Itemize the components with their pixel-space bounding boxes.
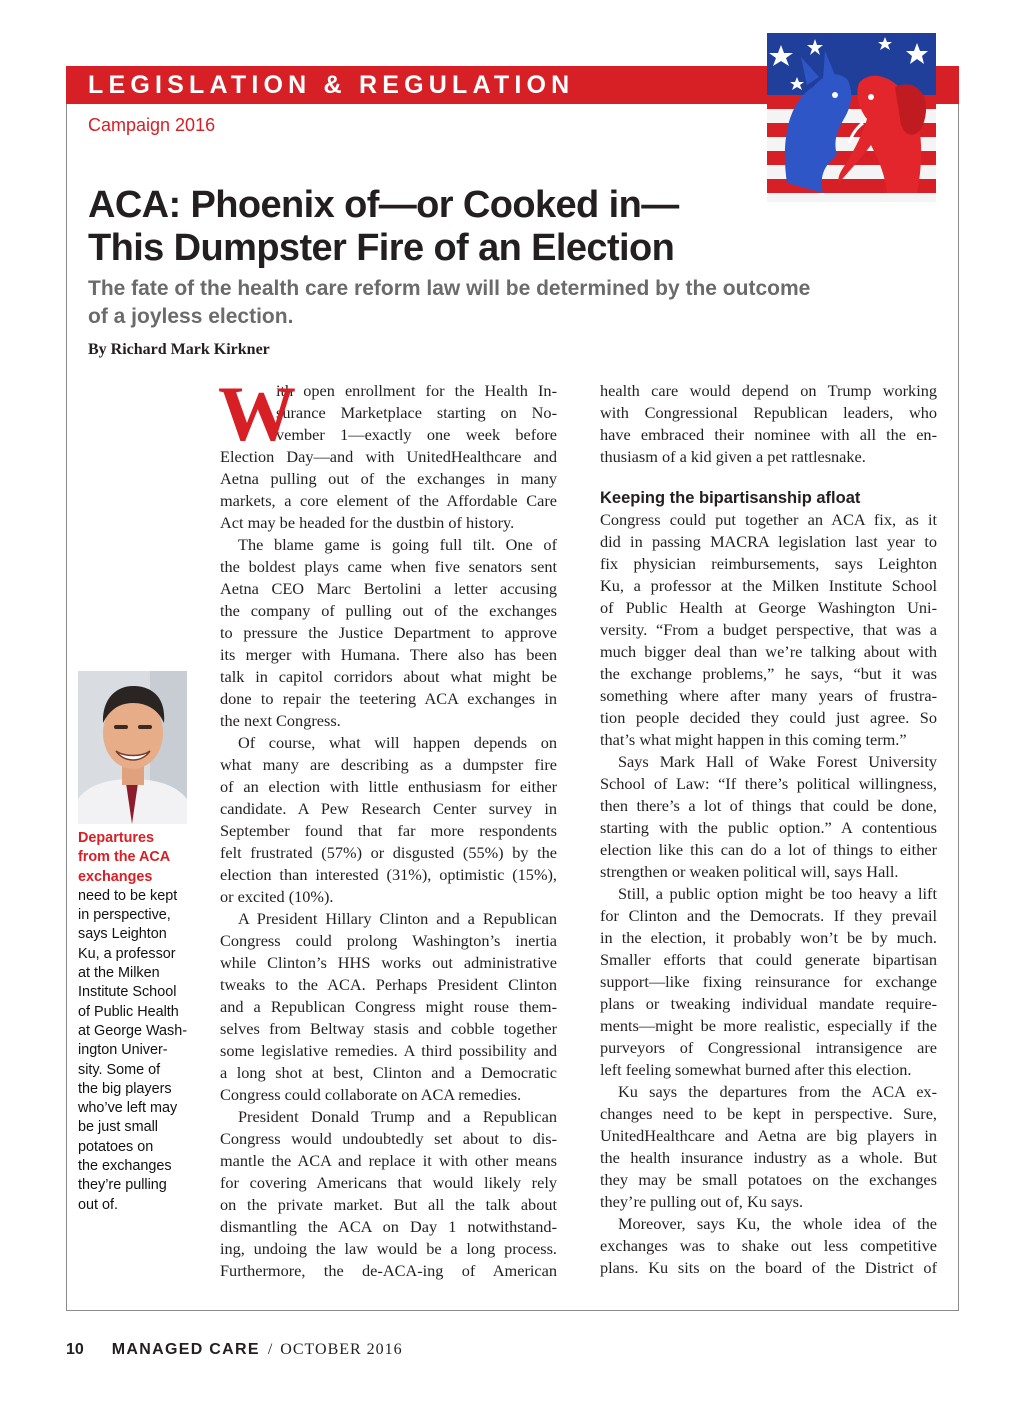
text-line: dismantling the ACA on Day 1 notwithstand-: [220, 1217, 557, 1236]
magazine-name: MANAGED CARE: [111, 1341, 260, 1358]
column-right: [600, 380, 937, 1279]
caption-rest: [78, 887, 190, 1215]
issue-date: OCTOBER 2016: [280, 1341, 403, 1358]
text-line: the boldest plays came when five senators sent: [220, 557, 557, 576]
text-line: some legislative remedies. A third possibility and: [220, 1041, 557, 1060]
text-line: done to repair the teetering ACA exchanges in: [220, 689, 557, 708]
text-line: ing, undoing the law would be a long process.: [220, 1239, 557, 1258]
caption-line: potatoes on: [78, 1138, 154, 1155]
text-line: Says Mark Hall of Wake Forest University: [618, 752, 937, 771]
text-line: Ku says the departures from the ACA ex-: [618, 1082, 937, 1101]
text-line: Still, a public option might be too heavy a lift: [618, 884, 937, 903]
paragraph: [220, 446, 557, 534]
text-line: election than interested (31%), optimistic (15%),: [220, 865, 557, 884]
page-number: 10: [66, 1341, 84, 1358]
text-line: they’re pulling out of, Ku says.: [600, 1192, 804, 1211]
text-line: health care would depend on Trump working: [600, 381, 937, 400]
caption-line: at George Wash-: [78, 1022, 188, 1039]
text-line: then there’s a lot of things that could be done,: [600, 796, 937, 815]
paragraph: [220, 1106, 557, 1282]
art-svg: [767, 33, 936, 202]
caption-lead-2: from the ACA: [78, 849, 171, 866]
headline: [88, 184, 768, 270]
paragraph: [220, 732, 557, 908]
caption-line: the exchanges: [78, 1158, 172, 1175]
paragraph: [600, 380, 937, 468]
text-line: surance Marketplace starting on No-: [276, 403, 557, 422]
text-line: A President Hillary Clinton and a Republican: [238, 909, 557, 928]
text-line: talk in capitol corridors about what might be: [220, 667, 557, 686]
text-line: Smaller efforts that could generate bipartisan: [600, 950, 937, 969]
subhead: Keeping the bipartisanship afloat: [600, 489, 861, 507]
text-line: much bigger deal than we’re talking about with: [600, 642, 937, 661]
caption-line: be just small: [78, 1119, 158, 1136]
text-line: plans or tweaking individual mandate require-: [600, 994, 937, 1013]
caption-line: at the Milken: [78, 965, 160, 982]
caption-line: of Public Health: [78, 1003, 179, 1020]
text-line: something where after many years of frustra-: [600, 686, 937, 705]
text-line: thusiasm of a kid given a pet rattlesnake.: [600, 447, 866, 466]
text-line: Ku, a professor at the Milken Institute School: [600, 576, 937, 595]
text-line: starting with the public option.” A contentious: [600, 818, 937, 837]
text-line: strengthen or weaken political will, says Hall.: [600, 862, 899, 881]
column-left: [218, 370, 557, 1282]
text-line: or excited (10%).: [220, 887, 334, 906]
paragraph: [600, 1081, 937, 1213]
caption-line: Institute School: [78, 984, 177, 1001]
text-line: selves from Beltway stasis and cobble together: [220, 1019, 557, 1038]
caption-line: sity. Some of: [78, 1061, 161, 1078]
text-line: Furthermore, the de-ACA-ing of American: [220, 1261, 557, 1280]
caption-line: Ku, a professor: [78, 945, 176, 962]
text-line: the health insurance industry as a whole. But: [600, 1148, 937, 1167]
caption-lead-3: exchanges: [78, 868, 153, 885]
section-title: LEGISLATION & REGULATION: [88, 71, 575, 99]
text-line: a long shot at best, Clinton and a Democratic: [220, 1063, 557, 1082]
text-line: exchanges was to shake out less competitive: [600, 1236, 937, 1255]
text-line: changes need to be kept in perspective. Sure,: [600, 1104, 937, 1123]
paragraph: [600, 751, 937, 883]
caption-line: who’ve left may: [78, 1100, 178, 1117]
text-line: The blame game is going full tilt. One of: [238, 535, 557, 554]
paragraph: [600, 509, 937, 751]
paragraph: [600, 1213, 937, 1279]
footer-separator: /: [267, 1341, 273, 1358]
photo-caption: [78, 829, 190, 1215]
text-line: UnitedHealthcare and Aetna are big players in: [600, 1126, 937, 1145]
kicker: Campaign 2016: [88, 115, 216, 135]
text-line: mantle the ACA and replace it with other means: [220, 1151, 557, 1170]
text-line: Aetna CEO Marc Bertolini a letter accusing: [220, 579, 557, 598]
caption-line: ington Univer-: [78, 1042, 168, 1059]
text-line: while Clinton’s HHS works out administrative: [220, 953, 557, 972]
text-line: Congress could collaborate on ACA remedies.: [220, 1085, 522, 1104]
text-line: they may be small potatoes on the exchanges: [600, 1170, 937, 1189]
deck-line-2: of a joyless election.: [88, 305, 294, 328]
text-line: Congress could put together an ACA fix, as it: [600, 510, 937, 529]
text-line: and a Republican Congress might rouse them-: [220, 997, 557, 1016]
text-line: Congress would undoubtedly set about to dis-: [220, 1129, 557, 1148]
deck-line-1: The fate of the health care reform law will be determined by the outcome: [88, 277, 811, 300]
text-line: for Clinton and the Democrats. If they prevail: [600, 906, 937, 925]
deck: [88, 275, 888, 331]
text-line: tion people decided they could just agree. So: [600, 708, 937, 727]
text-line: ith open enrollment for the Health In-: [276, 381, 557, 400]
text-line: felt frustrated (57%) or disgusted (55%) by the: [220, 843, 557, 862]
text-line: the next Congress.: [220, 711, 341, 730]
byline: By Richard Mark Kirkner: [88, 341, 270, 358]
paragraph: [600, 883, 937, 1081]
caption-line: says Leighton: [78, 926, 167, 943]
caption-lead-1: Departures: [78, 830, 154, 846]
donkey-elephant-illustration: [767, 33, 936, 202]
text-line: versity. “From a budget perspective, that was a: [600, 620, 937, 639]
text-line: Election Day—and with UnitedHealthcare and: [220, 447, 557, 466]
text-line: its merger with Humana. There also has been: [220, 645, 557, 664]
caption-line: out of.: [78, 1196, 119, 1213]
caption-line: in perspective,: [78, 907, 171, 924]
text-line: with Congressional Republican leaders, who: [600, 403, 937, 422]
caption-line: need to be kept: [78, 887, 178, 904]
text-line: September found that far more respondents: [220, 821, 557, 840]
text-line: support—like fixing reinsurance for exchange: [600, 972, 937, 991]
text-line: left feeling somewhat burned after this election.: [600, 1060, 912, 1079]
text-line: the exchange problems,” he says, “but it was: [600, 664, 937, 683]
text-line: in the election, it probably won’t be by much.: [600, 928, 937, 947]
text-line: to pressure the Justice Department to approve: [220, 623, 557, 642]
text-line: vember 1—exactly one week before: [276, 425, 557, 444]
text-line: for covering Americans that would likely rely: [220, 1173, 557, 1192]
text-line: School of Law: “If there’s political willingness,: [600, 774, 937, 793]
text-line: Moreover, says Ku, the whole idea of the: [618, 1214, 937, 1233]
text-line: Aetna pulling out of the exchanges in many: [220, 469, 557, 488]
text-line: Act may be headed for the dustbin of history.: [220, 513, 515, 532]
text-line: of Public Health at George Washington Uni-: [600, 598, 937, 617]
text-line: Of course, what will happen depends on: [238, 733, 557, 752]
text-line: have embraced their nominee with all the en-: [600, 425, 937, 444]
author-portrait-photo: [78, 671, 187, 824]
text-line: President Donald Trump and a Republican: [238, 1107, 557, 1126]
paragraph: [220, 908, 557, 1106]
text-line: fix physician reimbursements, says Leighton: [600, 554, 937, 573]
page-footer: [66, 1341, 403, 1359]
text-line: plans. Ku sits on the board of the District of: [600, 1258, 937, 1277]
text-line: did in passing MACRA legislation last year to: [600, 532, 937, 551]
text-line: ments—might be more realistic, especially if the: [600, 1016, 937, 1035]
headline-line-1: ACA: Phoenix of—or Cooked in—: [88, 184, 679, 226]
text-line: tweaks to the ACA. Perhaps President Clinton: [220, 975, 557, 994]
text-line: purveyors of Congressional intransigence are: [600, 1038, 937, 1057]
text-line: on the private market. But all the talk about: [220, 1195, 557, 1214]
text-line: election like this can do a lot of things to either: [600, 840, 937, 859]
paragraph: [220, 534, 557, 732]
text-line: markets, a core element of the Affordable Care: [220, 491, 557, 510]
caption-line: they’re pulling: [78, 1177, 167, 1194]
text-line: Congress could prolong Washington’s inertia: [220, 931, 557, 950]
headline-line-2: This Dumpster Fire of an Election: [88, 227, 675, 269]
portrait-svg: [78, 671, 187, 824]
dropcap-letter: W: [218, 370, 296, 457]
text-line: candidate. A Pew Research Center survey in: [220, 799, 557, 818]
caption-line: the big players: [78, 1080, 172, 1097]
text-line: that’s what might happen in this coming term.”: [600, 730, 907, 749]
text-line: what many are describing as a dumpster fire: [220, 755, 557, 774]
text-line: the company of pulling out of the exchanges: [220, 601, 557, 620]
text-line: of an election with little enthusiasm for either: [220, 777, 557, 796]
